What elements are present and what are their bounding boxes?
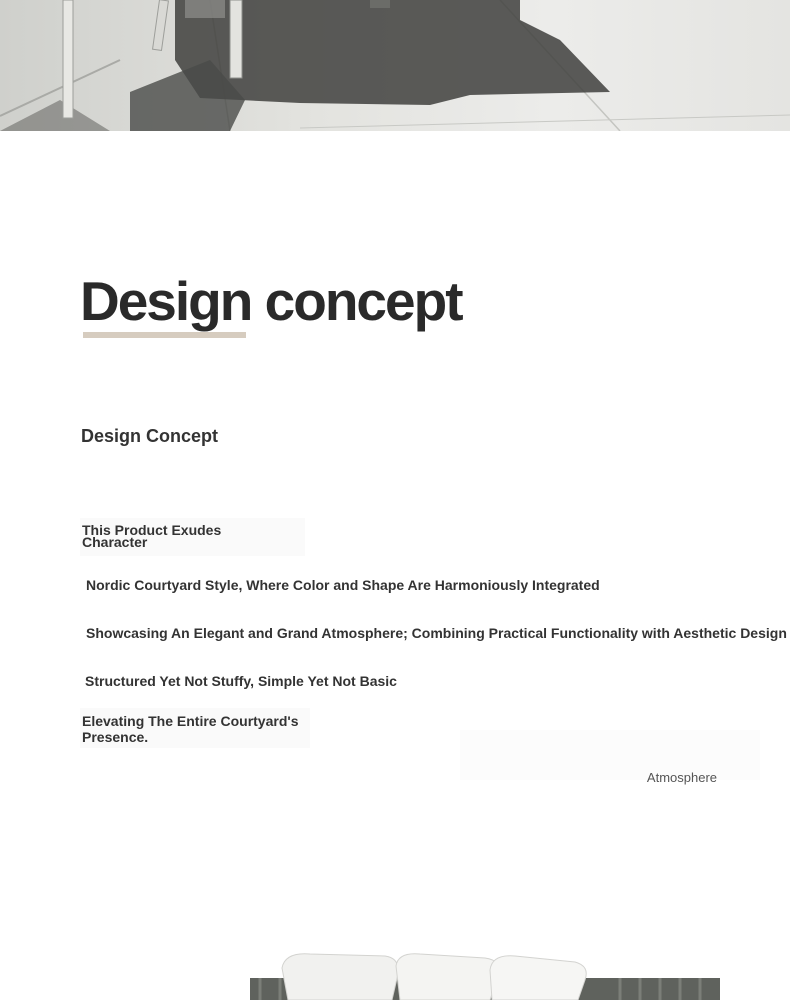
sofa-photo <box>240 940 740 1000</box>
atmosphere-caption: Atmosphere <box>646 770 717 785</box>
closing-text: Elevating The Entire Courtyard's Presence. <box>82 713 299 745</box>
section-heading: Design concept <box>80 270 462 332</box>
patio-scene <box>0 0 790 131</box>
section-subheading: Design Concept <box>81 426 219 446</box>
concept-line-1: Nordic Courtyard Style, Where Color and Shape Are Harmoniously Integrated <box>86 577 600 593</box>
heading-underline <box>83 332 246 338</box>
concept-line-2: Showcasing An Elegant and Grand Atmosphere; Combining Practical Functionality with Aesthetic Design <box>86 625 787 641</box>
lead-text: This Product Exudes Character <box>82 522 222 550</box>
hero-photo <box>0 0 790 131</box>
concept-line-3: Structured Yet Not Stuffy, Simple Yet Not Basic <box>85 673 397 689</box>
